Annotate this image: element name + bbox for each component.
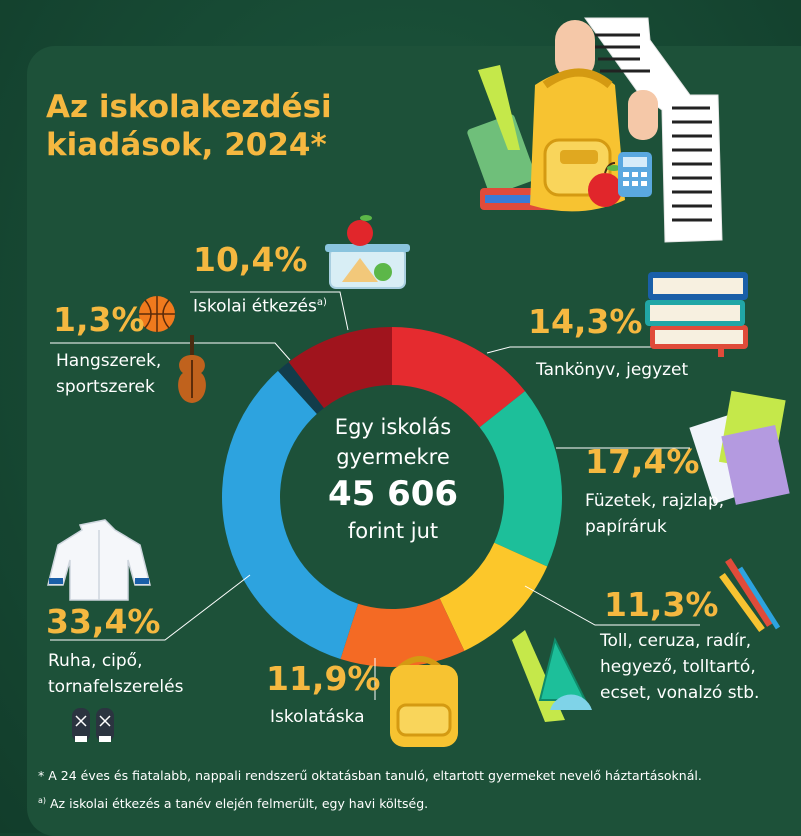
donut-center	[306, 412, 480, 546]
violin-icon	[178, 335, 206, 403]
text-label-hangszerek	[56, 348, 161, 400]
text-label-fuzetek-line-1: Füzetek, rajzlap,	[585, 491, 725, 511]
books-icon	[645, 272, 748, 357]
sneakers-icon	[72, 708, 114, 742]
pct-label-etkezes: 10,4%	[193, 240, 308, 279]
text-label-fuzetek-line-2: papíráruk	[585, 517, 667, 537]
text-label-fuzetek	[585, 488, 724, 540]
text-label-toll-line-2: hegyező, tolltartó,	[600, 657, 756, 677]
shirt-icon	[48, 520, 150, 600]
text-label-iskolataska: Iskolatáska	[270, 707, 365, 727]
pct-label-hangszerek: 1,3%	[53, 300, 145, 339]
pct-label-ruha: 33,4%	[46, 602, 161, 641]
center-line-1: Egy iskolás	[334, 415, 452, 439]
lunchbox-icon	[325, 215, 410, 288]
text-label-etkezes-text: Iskolai étkezés	[193, 296, 317, 317]
center-line-4: forint jut	[347, 519, 439, 543]
slice-fuzetek	[480, 391, 562, 566]
text-label-hangszerek-line-1: Hangszerek,	[56, 351, 162, 371]
footnote-2	[38, 796, 428, 811]
center-amount: 45 606	[327, 474, 459, 514]
text-label-ruha	[48, 648, 183, 700]
pct-label-toll: 11,3%	[604, 585, 719, 624]
footnote-2-text: Az iskolai étkezés a tanév elején felmerült, egy havi költség.	[46, 796, 429, 812]
pct-label-tankonyv: 14,3%	[528, 302, 643, 341]
center-line-2: gyermekre	[336, 445, 450, 469]
pens-icon	[722, 560, 778, 630]
text-label-toll-line-1: Toll, ceruza, radír,	[600, 631, 752, 651]
text-label-tankonyv: Tankönyv, jegyzet	[536, 360, 689, 380]
text-label-toll-line-3: ecset, vonalzó stb.	[600, 683, 760, 703]
text-label-hangszerek-line-2: sportszerek	[56, 377, 155, 397]
title-line-2: kiadások, 2024*	[46, 127, 327, 163]
pct-label-fuzetek: 17,4%	[585, 442, 700, 481]
footnote-2-marker: a)	[38, 796, 47, 805]
text-label-ruha-line-2: tornafelszerelés	[48, 677, 184, 697]
pct-label-iskolataska: 11,9%	[266, 659, 381, 698]
footnote-1: * A 24 éves és fiatalabb, nappali rendszerű oktatásban tanuló, eltartott gyermeket nevelő háztartásoknál.	[38, 768, 702, 783]
text-label-toll	[600, 628, 759, 706]
backpack-icon	[466, 65, 652, 211]
schoolbag-icon	[390, 659, 458, 747]
ruler-triangle-icon	[512, 630, 592, 722]
text-label-ruha-line-1: Ruha, cipő,	[48, 651, 143, 671]
title-line-1: Az iskolakezdési	[46, 89, 332, 125]
footnote-marker-a: a)	[316, 297, 327, 308]
text-label-etkezes	[193, 290, 327, 320]
